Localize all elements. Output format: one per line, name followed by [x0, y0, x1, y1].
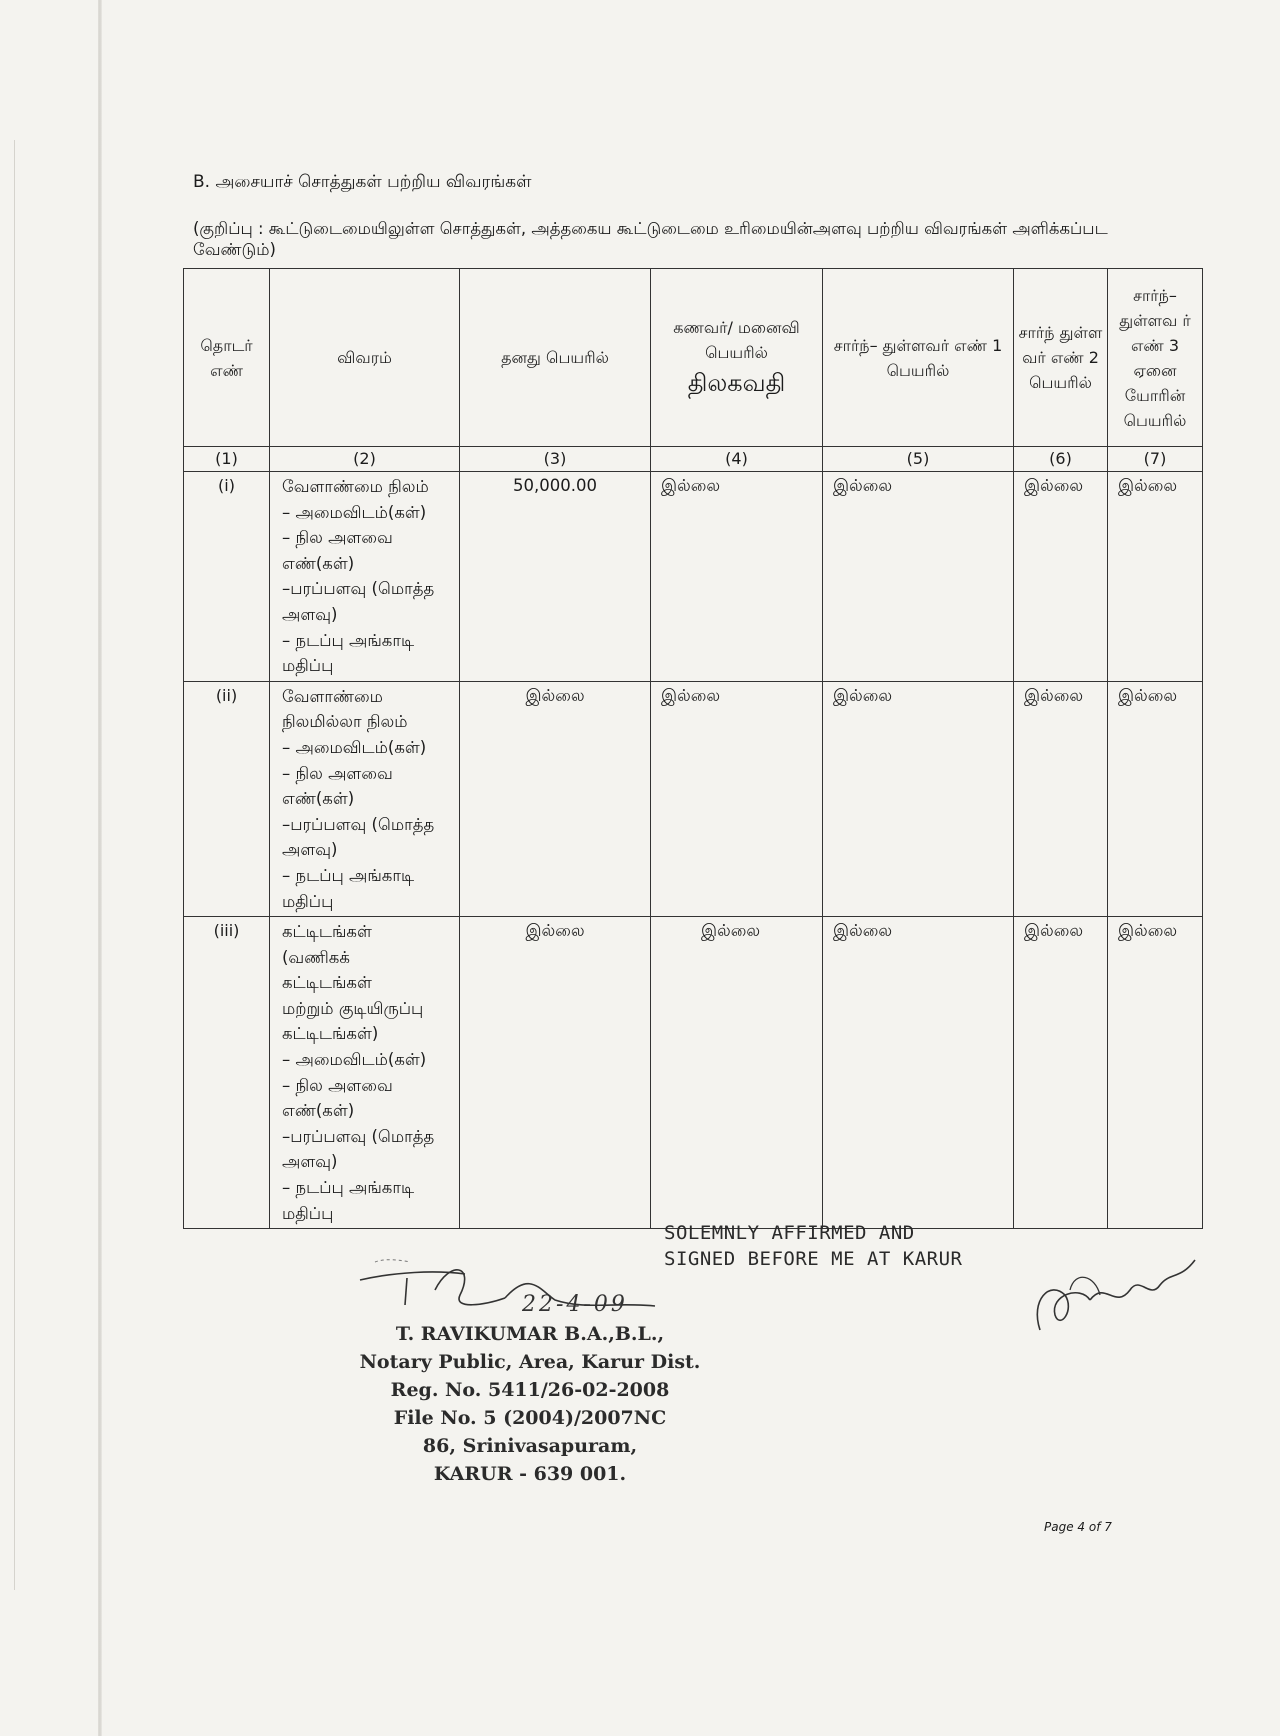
col-header-self: தனது பெயரில் [460, 269, 651, 447]
dependent-3-value-cell: இல்லை [1108, 917, 1203, 1229]
affirmation-stamp: SOLEMNLY AFFIRMED AND SIGNED BEFORE ME AT KARUR [664, 1222, 963, 1270]
col-header-dependent-3: சார்ந்– துள்ளவ ர் எண் 3 ஏனை யோரின் பெயரில் [1108, 269, 1203, 447]
col-header-description: விவரம் [270, 269, 460, 447]
column-number: (5) [823, 447, 1014, 472]
dependent-1-value-cell: இல்லை [823, 472, 1014, 682]
scan-edge-line [14, 140, 15, 1590]
description-cell: கட்டிடங்கள் (வணிகக் கட்டிடங்கள் மற்றும் குடியிருப்பு கட்டிடங்கள்) – அமைவிடம்(கள்) – நில அளவை எண்(கள்) –பரப்பளவு (மொத்த அளவு) – நடப்பு அங்காடி மதிப்பு [270, 917, 460, 1229]
immovable-assets-table [183, 268, 1203, 1229]
dependent-1-value-cell: இல்லை [823, 681, 1014, 916]
serial-cell: (iii) [184, 917, 270, 1229]
table-row [184, 681, 1203, 916]
col-header-serial: தொடர் எண் [184, 269, 270, 447]
page-number: Page 4 of 7 [1044, 1520, 1112, 1534]
dependent-3-value-cell: இல்லை [1108, 472, 1203, 682]
dependent-2-value-cell: இல்லை [1014, 917, 1108, 1229]
section-title: B. அசையாச் சொத்துகள் பற்றிய விவரங்கள் [193, 172, 532, 192]
spouse-value-cell: இல்லை [651, 472, 823, 682]
col-header-dependent-1: சார்ந்– துள்ளவர் எண் 1 பெயரில் [823, 269, 1014, 447]
notary-seal: T. RAVIKUMAR B.A.,B.L., Notary Public, Area, Karur Dist. Reg. No. 5411/26-02-2008 File No. 5 (2004)/2007NC 86, Srinivasapuram, KARUR - 639 001. [359, 1323, 701, 1485]
serial-cell: (i) [184, 472, 270, 682]
spouse-header-label: கணவர்/ மனைவி பெயரில் [673, 317, 800, 362]
signature-date: 22-4-09 [522, 1292, 628, 1317]
description-cell: வேளாண்மை நிலமில்லா நிலம் – அமைவிடம்(கள்) – நில அளவை எண்(கள்) –பரப்பளவு (மொத்த அளவு) – நடப்பு அங்காடி மதிப்பு [270, 681, 460, 916]
spouse-value-cell: இல்லை [651, 681, 823, 916]
col-header-spouse [651, 269, 823, 447]
section-note: (குறிப்பு : கூட்டுடைமையிலுள்ள சொத்துகள், அத்தகைய கூட்டுடைமை உரிமையின்அளவு பற்றிய விவரங்கள் அளிக்கப்பட வேண்டும்) [193, 219, 1108, 259]
dependent-1-value-cell: இல்லை [823, 917, 1014, 1229]
column-number: (2) [270, 447, 460, 472]
column-number: (1) [184, 447, 270, 472]
description-cell: வேளாண்மை நிலம் – அமைவிடம்(கள்) – நில அளவை எண்(கள்) –பரப்பளவு (மொத்த அளவு) – நடப்பு அங்காடி மதிப்பு [270, 472, 460, 682]
self-value-cell: இல்லை [460, 681, 651, 916]
self-value-cell: இல்லை [460, 917, 651, 1229]
scan-edge [98, 0, 102, 1736]
column-number: (6) [1014, 447, 1108, 472]
dependent-2-value-cell: இல்லை [1014, 681, 1108, 916]
spouse-value-cell: இல்லை [651, 917, 823, 1229]
column-number-row [184, 447, 1203, 472]
dependent-3-value-cell: இல்லை [1108, 681, 1203, 916]
declarant-signature [1020, 1240, 1220, 1350]
header-row [184, 269, 1203, 447]
table-row [184, 917, 1203, 1229]
col-header-dependent-2: சார்ந் துள்ள வர் எண் 2 பெயரில் [1014, 269, 1108, 447]
column-number: (4) [651, 447, 823, 472]
serial-cell: (ii) [184, 681, 270, 916]
dependent-2-value-cell: இல்லை [1014, 472, 1108, 682]
self-value-cell: 50,000.00 [460, 472, 651, 682]
column-number: (7) [1108, 447, 1203, 472]
table-row [184, 472, 1203, 682]
spouse-name-handwritten: திலகவதி [687, 368, 786, 397]
column-number: (3) [460, 447, 651, 472]
